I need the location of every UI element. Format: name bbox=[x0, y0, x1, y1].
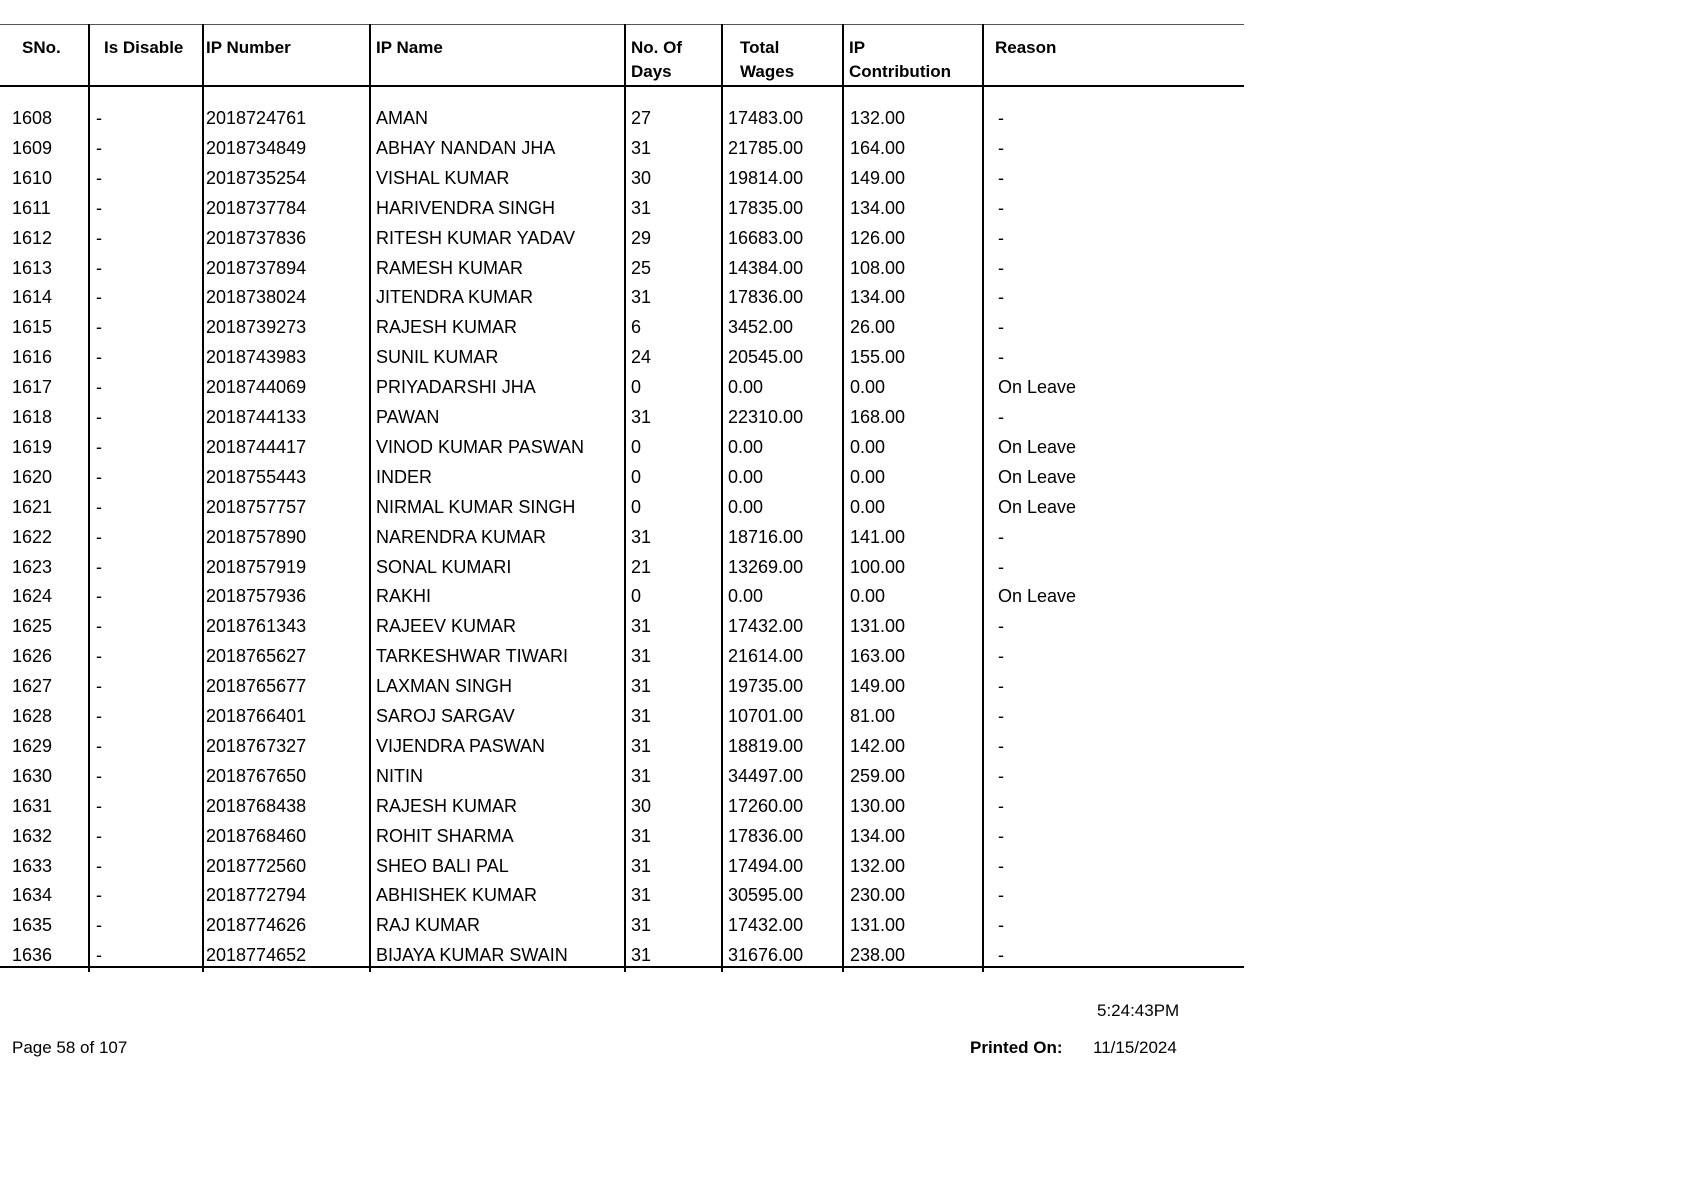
cell-ip-name: TARKESHWAR TIWARI bbox=[376, 646, 569, 667]
cell-sno: 1623 bbox=[12, 556, 53, 577]
cell-sno: 1617 bbox=[12, 377, 53, 398]
header-total-wages bbox=[740, 36, 794, 84]
printed-on-date: 11/15/2024 bbox=[1093, 1038, 1177, 1057]
cell-ip-name: VISHAL KUMAR bbox=[376, 167, 510, 188]
contribution-table bbox=[0, 24, 1244, 972]
cell-ip-contribution: 131.00 bbox=[850, 616, 906, 637]
cell-no-of-days: 25 bbox=[631, 257, 652, 278]
cell-ip-contribution: 134.00 bbox=[850, 287, 906, 308]
cell-reason: - bbox=[998, 167, 1004, 188]
cell-ip-number: 2018737836 bbox=[206, 227, 307, 248]
cell-ip-contribution: 130.00 bbox=[850, 795, 906, 816]
cell-ip-contribution: 149.00 bbox=[850, 676, 906, 697]
cell-no-of-days: 31 bbox=[631, 197, 652, 218]
cell-ip-number: 2018761343 bbox=[206, 616, 307, 637]
cell-is-disable: - bbox=[96, 676, 102, 697]
cell-reason: - bbox=[998, 108, 1004, 128]
cell-total-wages: 0.00 bbox=[728, 466, 764, 487]
cell-reason: - bbox=[998, 765, 1004, 786]
cell-reason: - bbox=[998, 646, 1004, 667]
cell-is-disable: - bbox=[96, 108, 102, 128]
header-reason: Reason bbox=[995, 38, 1057, 57]
cell-reason: - bbox=[998, 317, 1004, 338]
cell-ip-number: 2018737784 bbox=[206, 197, 307, 218]
table-row bbox=[0, 731, 1244, 761]
cell-ip-contribution: 0.00 bbox=[850, 377, 886, 398]
printed-on-label: Printed On: bbox=[970, 1038, 1063, 1057]
cell-total-wages: 17836.00 bbox=[728, 287, 804, 308]
table-row bbox=[0, 103, 1244, 133]
cell-sno: 1619 bbox=[12, 436, 53, 457]
cell-no-of-days: 30 bbox=[631, 795, 652, 816]
cell-no-of-days: 31 bbox=[631, 407, 652, 427]
cell-sno: 1613 bbox=[12, 257, 53, 278]
cell-ip-contribution: 126.00 bbox=[850, 227, 906, 248]
table-top-rule bbox=[0, 24, 1244, 25]
header-days-line1: No. Of bbox=[631, 38, 682, 57]
cell-ip-contribution: 132.00 bbox=[850, 855, 906, 876]
cell-ip-contribution: 142.00 bbox=[850, 735, 906, 756]
cell-ip-name: NITIN bbox=[376, 765, 423, 786]
table-row bbox=[0, 581, 1244, 611]
cell-is-disable: - bbox=[96, 945, 102, 966]
header-ip-name: IP Name bbox=[376, 38, 443, 57]
cell-ip-number: 2018767650 bbox=[206, 765, 307, 786]
cell-ip-number: 2018735254 bbox=[206, 167, 307, 188]
table-row bbox=[0, 641, 1244, 671]
table-row bbox=[0, 910, 1244, 940]
cell-is-disable: - bbox=[96, 825, 102, 846]
cell-sno: 1633 bbox=[12, 855, 53, 876]
cell-ip-contribution: 26.00 bbox=[850, 317, 896, 338]
cell-is-disable: - bbox=[96, 885, 102, 906]
cell-sno: 1634 bbox=[12, 885, 53, 906]
header-no-of-days bbox=[631, 36, 682, 84]
cell-no-of-days: 31 bbox=[631, 706, 652, 726]
cell-no-of-days: 6 bbox=[631, 317, 642, 338]
header-wages-line1: Total bbox=[740, 38, 780, 57]
cell-total-wages: 10701.00 bbox=[728, 706, 804, 726]
cell-total-wages: 16683.00 bbox=[728, 227, 804, 248]
cell-sno: 1611 bbox=[12, 197, 51, 218]
cell-sno: 1629 bbox=[12, 735, 53, 756]
table-row bbox=[0, 462, 1244, 492]
cell-ip-number: 2018744417 bbox=[206, 436, 307, 457]
cell-reason: - bbox=[998, 825, 1004, 846]
cell-ip-contribution: 259.00 bbox=[850, 765, 906, 786]
cell-ip-name: SAROJ SARGAV bbox=[376, 706, 515, 726]
cell-total-wages: 19814.00 bbox=[728, 167, 804, 188]
cell-ip-contribution: 81.00 bbox=[850, 706, 896, 726]
cell-no-of-days: 27 bbox=[631, 108, 652, 128]
cell-total-wages: 3452.00 bbox=[728, 317, 794, 338]
cell-ip-number: 2018724761 bbox=[206, 108, 307, 128]
cell-ip-number: 2018766401 bbox=[206, 706, 307, 726]
header-sno: SNo. bbox=[22, 38, 61, 57]
cell-ip-name: RAJEEV KUMAR bbox=[376, 616, 517, 637]
cell-no-of-days: 0 bbox=[631, 377, 642, 398]
cell-is-disable: - bbox=[96, 616, 102, 637]
table-row bbox=[0, 851, 1244, 881]
cell-no-of-days: 0 bbox=[631, 586, 642, 607]
table-row bbox=[0, 671, 1244, 701]
cell-is-disable: - bbox=[96, 735, 102, 756]
cell-no-of-days: 31 bbox=[631, 855, 652, 876]
cell-ip-number: 2018737894 bbox=[206, 257, 307, 278]
cell-ip-name: RAJESH KUMAR bbox=[376, 795, 518, 816]
cell-reason: On Leave bbox=[998, 586, 1077, 607]
header-ip-number: IP Number bbox=[206, 38, 291, 57]
cell-no-of-days: 31 bbox=[631, 676, 652, 697]
cell-total-wages: 17483.00 bbox=[728, 108, 804, 128]
cell-total-wages: 18819.00 bbox=[728, 735, 804, 756]
cell-reason: - bbox=[998, 287, 1004, 308]
cell-reason: - bbox=[998, 795, 1004, 816]
cell-is-disable: - bbox=[96, 287, 102, 308]
cell-sno: 1616 bbox=[12, 347, 53, 368]
cell-total-wages: 17494.00 bbox=[728, 855, 804, 876]
table-row bbox=[0, 163, 1244, 193]
cell-ip-name: JITENDRA KUMAR bbox=[376, 287, 534, 308]
cell-no-of-days: 0 bbox=[631, 496, 642, 517]
cell-ip-name: SHEO BALI PAL bbox=[376, 855, 509, 876]
cell-reason: - bbox=[998, 197, 1004, 218]
cell-ip-name: ABHISHEK KUMAR bbox=[376, 885, 538, 906]
cell-reason: - bbox=[998, 137, 1004, 158]
cell-total-wages: 30595.00 bbox=[728, 885, 804, 906]
cell-ip-name: SUNIL KUMAR bbox=[376, 347, 499, 368]
header-contrib-line1: IP bbox=[849, 38, 866, 57]
cell-is-disable: - bbox=[96, 795, 102, 816]
cell-reason: On Leave bbox=[998, 466, 1077, 487]
cell-is-disable: - bbox=[96, 377, 102, 398]
cell-reason: On Leave bbox=[998, 436, 1077, 457]
cell-total-wages: 14384.00 bbox=[728, 257, 804, 278]
cell-ip-contribution: 141.00 bbox=[850, 526, 906, 547]
cell-ip-contribution: 168.00 bbox=[850, 407, 906, 427]
cell-sno: 1612 bbox=[12, 227, 53, 248]
cell-reason: - bbox=[998, 616, 1004, 637]
cell-reason: - bbox=[998, 735, 1004, 756]
table-row bbox=[0, 492, 1244, 522]
cell-sno: 1624 bbox=[12, 586, 53, 607]
cell-is-disable: - bbox=[96, 317, 102, 338]
cell-ip-contribution: 0.00 bbox=[850, 436, 886, 457]
cell-no-of-days: 31 bbox=[631, 287, 652, 308]
cell-sno: 1615 bbox=[12, 317, 53, 338]
cell-ip-contribution: 155.00 bbox=[850, 347, 906, 368]
table-row bbox=[0, 282, 1244, 312]
table-row bbox=[0, 193, 1244, 223]
cell-ip-contribution: 0.00 bbox=[850, 496, 886, 517]
cell-total-wages: 13269.00 bbox=[728, 556, 804, 577]
cell-reason: - bbox=[998, 855, 1004, 876]
cell-no-of-days: 29 bbox=[631, 227, 652, 248]
cell-ip-name: NIRMAL KUMAR SINGH bbox=[376, 496, 576, 517]
table-row bbox=[0, 253, 1244, 283]
cell-total-wages: 34497.00 bbox=[728, 765, 804, 786]
cell-reason: - bbox=[998, 347, 1004, 368]
cell-reason: - bbox=[998, 556, 1004, 577]
cell-ip-number: 2018757936 bbox=[206, 586, 307, 607]
cell-ip-contribution: 132.00 bbox=[850, 108, 906, 128]
cell-is-disable: - bbox=[96, 257, 102, 278]
cell-no-of-days: 31 bbox=[631, 945, 652, 966]
cell-reason: - bbox=[998, 526, 1004, 547]
cell-ip-name: PRIYADARSHI JHA bbox=[376, 377, 536, 398]
cell-ip-contribution: 230.00 bbox=[850, 885, 906, 906]
cell-total-wages: 0.00 bbox=[728, 436, 764, 457]
cell-reason: - bbox=[998, 407, 1004, 427]
cell-reason: - bbox=[998, 945, 1004, 966]
cell-ip-number: 2018734849 bbox=[206, 137, 307, 158]
cell-ip-contribution: 0.00 bbox=[850, 466, 886, 487]
cell-ip-name: AMAN bbox=[376, 108, 429, 128]
cell-no-of-days: 0 bbox=[631, 436, 642, 457]
header-wages-line2: Wages bbox=[740, 62, 795, 81]
cell-ip-number: 2018743983 bbox=[206, 347, 307, 368]
cell-is-disable: - bbox=[96, 137, 102, 158]
cell-sno: 1614 bbox=[12, 287, 53, 308]
table-row bbox=[0, 312, 1244, 342]
table-row bbox=[0, 133, 1244, 163]
cell-ip-name: VIJENDRA PASWAN bbox=[376, 735, 546, 756]
table-row bbox=[0, 701, 1244, 731]
cell-ip-name: VINOD KUMAR PASWAN bbox=[376, 436, 585, 457]
cell-no-of-days: 31 bbox=[631, 526, 652, 547]
cell-is-disable: - bbox=[96, 496, 102, 517]
cell-is-disable: - bbox=[96, 436, 102, 457]
cell-no-of-days: 31 bbox=[631, 735, 652, 756]
cell-ip-name: ABHAY NANDAN JHA bbox=[376, 137, 556, 158]
cell-sno: 1625 bbox=[12, 616, 53, 637]
cell-ip-contribution: 134.00 bbox=[850, 197, 906, 218]
cell-is-disable: - bbox=[96, 197, 102, 218]
table-row bbox=[0, 402, 1244, 432]
cell-ip-name: NARENDRA KUMAR bbox=[376, 526, 547, 547]
cell-total-wages: 17836.00 bbox=[728, 825, 804, 846]
cell-reason: - bbox=[998, 257, 1004, 278]
cell-ip-number: 2018772794 bbox=[206, 885, 307, 906]
cell-ip-name: PAWAN bbox=[376, 407, 440, 427]
cell-total-wages: 20545.00 bbox=[728, 347, 804, 368]
cell-ip-number: 2018757757 bbox=[206, 496, 307, 517]
header-bottom-rule bbox=[0, 85, 1244, 87]
cell-reason: On Leave bbox=[998, 377, 1077, 398]
cell-ip-name: BIJAYA KUMAR SWAIN bbox=[376, 945, 568, 966]
cell-total-wages: 17432.00 bbox=[728, 616, 804, 637]
cell-ip-number: 2018765677 bbox=[206, 676, 307, 697]
cell-total-wages: 19735.00 bbox=[728, 676, 804, 697]
cell-no-of-days: 21 bbox=[631, 556, 652, 577]
cell-ip-name: RAMESH KUMAR bbox=[376, 257, 524, 278]
table-row bbox=[0, 940, 1244, 970]
cell-ip-number: 2018739273 bbox=[206, 317, 307, 338]
cell-ip-contribution: 134.00 bbox=[850, 825, 906, 846]
cell-sno: 1631 bbox=[12, 795, 53, 816]
cell-sno: 1610 bbox=[12, 167, 53, 188]
cell-ip-contribution: 164.00 bbox=[850, 137, 906, 158]
cell-sno: 1635 bbox=[12, 915, 53, 936]
cell-ip-number: 2018768460 bbox=[206, 825, 307, 846]
cell-is-disable: - bbox=[96, 765, 102, 786]
cell-no-of-days: 31 bbox=[631, 646, 652, 667]
cell-ip-number: 2018767327 bbox=[206, 735, 307, 756]
cell-no-of-days: 31 bbox=[631, 825, 652, 846]
cell-reason: - bbox=[998, 676, 1004, 697]
cell-ip-contribution: 0.00 bbox=[850, 586, 886, 607]
header-contrib-line2: Contribution bbox=[849, 62, 951, 81]
cell-sno: 1636 bbox=[12, 945, 53, 966]
cell-ip-number: 2018757890 bbox=[206, 526, 307, 547]
cell-reason: - bbox=[998, 885, 1004, 906]
cell-reason: On Leave bbox=[998, 496, 1077, 517]
cell-reason: - bbox=[998, 227, 1004, 248]
cell-ip-name: RAJESH KUMAR bbox=[376, 317, 518, 338]
table-row bbox=[0, 761, 1244, 791]
table-row bbox=[0, 522, 1244, 552]
table-row bbox=[0, 372, 1244, 402]
page-indicator: Page 58 of 107 bbox=[12, 1038, 128, 1057]
cell-ip-contribution: 100.00 bbox=[850, 556, 906, 577]
cell-no-of-days: 24 bbox=[631, 347, 652, 368]
cell-is-disable: - bbox=[96, 855, 102, 876]
cell-total-wages: 22310.00 bbox=[728, 407, 804, 427]
cell-is-disable: - bbox=[96, 466, 102, 487]
cell-ip-number: 2018774652 bbox=[206, 945, 307, 966]
cell-total-wages: 17260.00 bbox=[728, 795, 804, 816]
cell-sno: 1609 bbox=[12, 137, 53, 158]
cell-no-of-days: 31 bbox=[631, 616, 652, 637]
cell-ip-number: 2018768438 bbox=[206, 795, 307, 816]
print-time: 5:24:43PM bbox=[1097, 1001, 1180, 1020]
cell-sno: 1622 bbox=[12, 526, 53, 547]
cell-ip-number: 2018765627 bbox=[206, 646, 307, 667]
cell-is-disable: - bbox=[96, 556, 102, 577]
cell-total-wages: 31676.00 bbox=[728, 945, 804, 966]
cell-is-disable: - bbox=[96, 586, 102, 607]
cell-ip-name: RAKHI bbox=[376, 586, 432, 607]
cell-ip-number: 2018738024 bbox=[206, 287, 307, 308]
cell-is-disable: - bbox=[96, 407, 102, 427]
cell-no-of-days: 30 bbox=[631, 167, 652, 188]
cell-sno: 1621 bbox=[12, 496, 53, 517]
cell-ip-number: 2018757919 bbox=[206, 556, 307, 577]
cell-ip-contribution: 131.00 bbox=[850, 915, 906, 936]
table-row bbox=[0, 432, 1244, 462]
cell-ip-name: RITESH KUMAR YADAV bbox=[376, 227, 576, 248]
cell-is-disable: - bbox=[96, 347, 102, 368]
cell-sno: 1628 bbox=[12, 706, 53, 726]
cell-ip-contribution: 238.00 bbox=[850, 945, 906, 966]
cell-sno: 1608 bbox=[12, 108, 53, 128]
cell-total-wages: 0.00 bbox=[728, 377, 764, 398]
cell-ip-name: SONAL KUMARI bbox=[376, 556, 512, 577]
cell-ip-name: ROHIT SHARMA bbox=[376, 825, 514, 846]
cell-sno: 1620 bbox=[12, 466, 53, 487]
cell-ip-number: 2018772560 bbox=[206, 855, 307, 876]
table-row bbox=[0, 223, 1244, 253]
cell-total-wages: 21614.00 bbox=[728, 646, 804, 667]
cell-no-of-days: 0 bbox=[631, 466, 642, 487]
table-row bbox=[0, 552, 1244, 582]
cell-is-disable: - bbox=[96, 706, 102, 726]
cell-no-of-days: 31 bbox=[631, 137, 652, 158]
cell-total-wages: 0.00 bbox=[728, 586, 764, 607]
cell-ip-name: INDER bbox=[376, 466, 433, 487]
cell-no-of-days: 31 bbox=[631, 765, 652, 786]
cell-ip-name: LAXMAN SINGH bbox=[376, 676, 513, 697]
cell-ip-number: 2018744133 bbox=[206, 407, 307, 427]
cell-ip-number: 2018755443 bbox=[206, 466, 307, 487]
table-row bbox=[0, 821, 1244, 851]
table-row bbox=[0, 791, 1244, 821]
cell-is-disable: - bbox=[96, 646, 102, 667]
cell-sno: 1618 bbox=[12, 407, 53, 427]
cell-ip-number: 2018744069 bbox=[206, 377, 307, 398]
cell-total-wages: 21785.00 bbox=[728, 137, 804, 158]
cell-reason: - bbox=[998, 915, 1004, 936]
table-row bbox=[0, 880, 1244, 910]
cell-sno: 1630 bbox=[12, 765, 53, 786]
cell-reason: - bbox=[998, 706, 1004, 726]
cell-ip-contribution: 163.00 bbox=[850, 646, 906, 667]
cell-sno: 1627 bbox=[12, 676, 53, 697]
cell-ip-contribution: 149.00 bbox=[850, 167, 906, 188]
table-row bbox=[0, 611, 1244, 641]
cell-total-wages: 17432.00 bbox=[728, 915, 804, 936]
cell-ip-name: RAJ KUMAR bbox=[376, 915, 481, 936]
header-is-disable: Is Disable bbox=[104, 38, 184, 57]
cell-is-disable: - bbox=[96, 915, 102, 936]
table-row bbox=[0, 342, 1244, 372]
cell-ip-number: 2018774626 bbox=[206, 915, 307, 936]
cell-sno: 1626 bbox=[12, 646, 53, 667]
cell-no-of-days: 31 bbox=[631, 915, 652, 936]
cell-is-disable: - bbox=[96, 167, 102, 188]
cell-is-disable: - bbox=[96, 227, 102, 248]
cell-sno: 1632 bbox=[12, 825, 53, 846]
cell-no-of-days: 31 bbox=[631, 885, 652, 906]
header-ip-contribution bbox=[849, 36, 951, 84]
cell-ip-name: HARIVENDRA SINGH bbox=[376, 197, 556, 218]
cell-is-disable: - bbox=[96, 526, 102, 547]
cell-total-wages: 0.00 bbox=[728, 496, 764, 517]
cell-ip-contribution: 108.00 bbox=[850, 257, 906, 278]
cell-total-wages: 17835.00 bbox=[728, 197, 804, 218]
cell-total-wages: 18716.00 bbox=[728, 526, 804, 547]
header-days-line2: Days bbox=[631, 62, 672, 81]
